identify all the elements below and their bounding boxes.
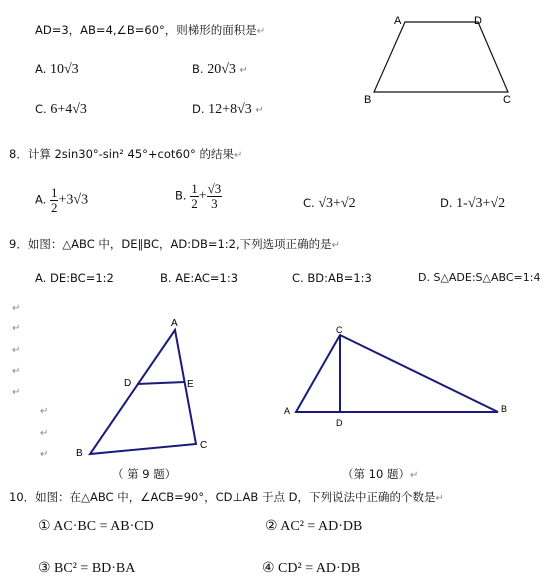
- q9-option-b[interactable]: B. AE:AC=1:3: [160, 271, 239, 285]
- q8-a-frac: $\frac{1}{2}$: [50, 185, 58, 215]
- fig9-label-a: A: [171, 318, 178, 329]
- para-mark-2: ↵: [12, 323, 21, 334]
- fig9-de-segment: [137, 382, 185, 384]
- q8-b-frac1: $\frac{1}{2}$: [191, 181, 198, 211]
- q10-statement-4[interactable]: ④ CD² = AD·DB: [262, 561, 361, 576]
- q10-stem: 10．如图：在△ABC 中，∠ACB=90°，CD⊥AB 于点 D，下列说法中正确的个数是↵: [9, 490, 444, 504]
- para-mark-6: ↵: [40, 406, 49, 417]
- q8-option-a[interactable]: A. $\frac{1}{2}$ +3√3: [35, 185, 89, 215]
- trap-label-d: D: [474, 15, 482, 27]
- q8-option-c[interactable]: C. √3+√2: [303, 196, 356, 211]
- para-mark-1: ↵: [12, 303, 21, 314]
- para-mark-3: ↵: [12, 345, 21, 356]
- q8-option-b[interactable]: B. $\frac{1}{2}$ + $\frac{√3}{3}$: [175, 181, 222, 211]
- figure-10: [280, 322, 515, 432]
- q10-statement-3[interactable]: ③ BC² = BD·BA: [38, 561, 136, 576]
- q9-stem: 9．如图：△ABC 中，DE∥BC，AD:DB=1:2,下列选项正确的是↵: [9, 237, 341, 251]
- q-prev-option-d[interactable]: D. 12+8√3 ↵: [192, 102, 264, 117]
- q8-stem: 8．计算 2sin30°-sin² 45°+cot60° 的结果↵: [9, 147, 243, 161]
- fig9-label-c: C: [200, 440, 208, 451]
- trap-label-a: A: [394, 15, 402, 27]
- fig10-label-a: A: [284, 406, 291, 416]
- q10-statement-1[interactable]: ① AC·BC = AB·CD: [38, 519, 154, 534]
- q9-option-c[interactable]: C. BD:AB=1:3: [292, 271, 372, 285]
- para-mark-7: ↵: [40, 428, 49, 439]
- fig10-label-b: B: [501, 404, 508, 414]
- fig9-label-e: E: [187, 379, 194, 390]
- fig9-label-b: B: [76, 448, 83, 459]
- fig9-label-d: D: [124, 378, 132, 389]
- fig10-caption: （第 10 题）↵: [342, 467, 419, 481]
- trap-label-c: C: [503, 94, 511, 106]
- trap-label-b: B: [364, 94, 372, 106]
- q8-b-frac2: $\frac{√3}{3}$: [207, 181, 222, 211]
- fig10-label-c: C: [336, 325, 343, 335]
- q-prev-option-c[interactable]: C. 6+4√3: [35, 102, 87, 117]
- q-prev-option-b[interactable]: B. 20√3 ↵: [192, 62, 248, 77]
- figure-9: [70, 312, 230, 472]
- para-mark-4: ↵: [12, 366, 21, 377]
- q10-statement-2[interactable]: ② AC² = AD·DB: [265, 519, 363, 534]
- para-mark-8: ↵: [40, 449, 49, 460]
- trapezoid-figure: [360, 8, 520, 108]
- q8-option-d[interactable]: D. 1-√3+√2: [440, 196, 506, 211]
- fig9-triangle: [90, 330, 196, 454]
- trapezoid-shape: [374, 22, 508, 92]
- q-prev-stem: AD=3，AB=4,∠B=60°，则梯形的面积是↵: [35, 23, 266, 37]
- q9-option-d[interactable]: D. S△ADE:S△ABC=1:4: [418, 271, 541, 284]
- fig10-label-d: D: [336, 418, 343, 428]
- fig9-caption: （ 第 9 题）: [112, 467, 177, 481]
- para-mark-5: ↵: [12, 387, 21, 398]
- q-prev-option-a[interactable]: A. 10√3: [35, 62, 79, 77]
- fig10-triangle: [296, 335, 498, 412]
- q9-option-a[interactable]: A. DE:BC=1:2: [35, 271, 114, 285]
